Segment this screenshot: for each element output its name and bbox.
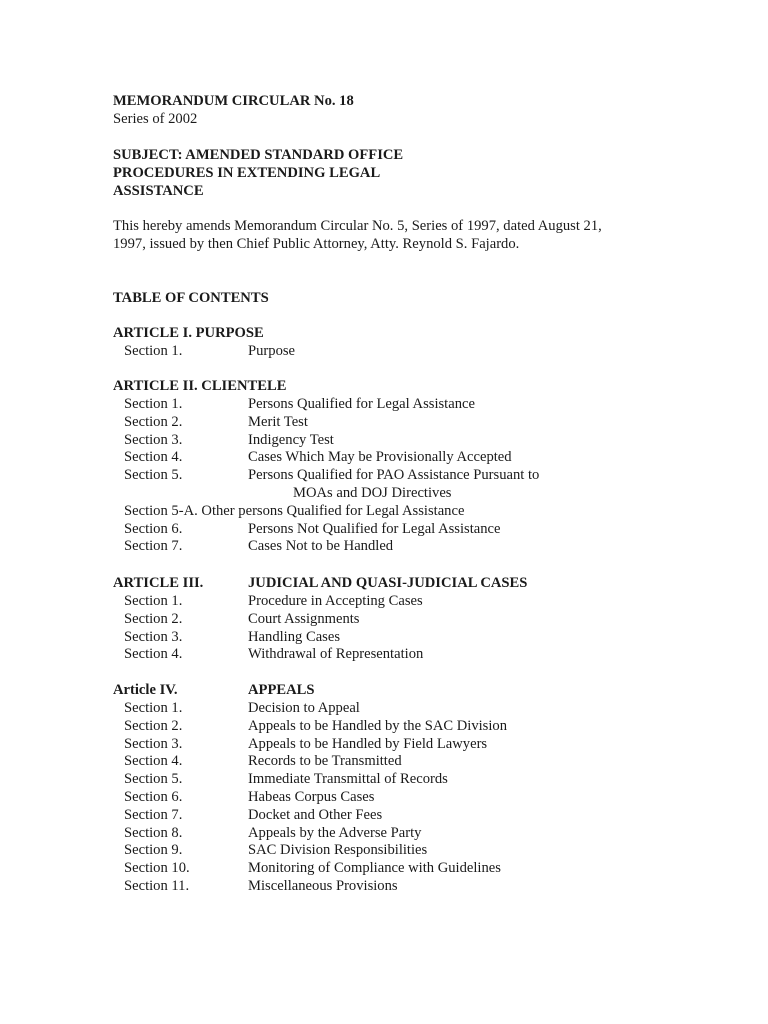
toc-row — [113, 593, 673, 611]
section-label: Section 4. — [124, 753, 183, 770]
section-title: Appeals to be Handled by Field Lawyers — [248, 735, 488, 752]
toc-row — [113, 343, 673, 361]
article-label: Article IV. — [113, 682, 178, 698]
section-title: Withdrawal of Representation — [248, 646, 424, 663]
section-title: SAC Division Responsibilities — [248, 842, 428, 859]
toc-row — [113, 521, 673, 539]
intro-line: This hereby amends Memorandum Circular No. 5, Series of 1997, dated August 21, — [113, 218, 602, 234]
toc-row — [113, 860, 673, 878]
article-heading-text: ARTICLE I. PURPOSE — [113, 325, 264, 341]
section-label: Section 1. — [124, 593, 183, 609]
toc-row — [113, 414, 673, 432]
toc-row — [113, 396, 673, 414]
toc-row — [113, 825, 673, 843]
section-title: Merit Test — [248, 413, 308, 430]
section-label: Section 2. — [124, 717, 183, 734]
section-label: Section 11. — [124, 877, 190, 894]
section-label: Section 4. — [124, 646, 183, 663]
toc-row — [113, 538, 673, 556]
section-label: Section 8. — [124, 824, 183, 841]
toc-row — [113, 718, 673, 736]
section-title: Miscellaneous Provisions — [248, 877, 398, 894]
toc-row — [113, 736, 673, 754]
subject-block — [113, 147, 673, 200]
section-title: Procedure in Accepting Cases — [248, 593, 423, 609]
article-heading-text: ARTICLE II. CLIENTELE — [113, 378, 287, 394]
toc-row — [113, 789, 673, 807]
section-title: Habeas Corpus Cases — [248, 788, 375, 805]
circular-series: Series of 2002 — [113, 110, 198, 127]
section-title: Cases Not to be Handled — [248, 538, 394, 555]
section-label: Section 1. — [124, 700, 183, 716]
circular-header — [113, 93, 673, 129]
section-title: Persons Qualified for PAO Assistance Pursuant to — [248, 467, 540, 484]
section-label: Section 1. — [124, 343, 183, 359]
toc-row — [113, 503, 673, 521]
section-title: Docket and Other Fees — [248, 806, 383, 823]
section-title: Records to be Transmitted — [248, 753, 402, 770]
toc-row — [113, 878, 673, 896]
section-label: Section 6. — [124, 788, 183, 805]
section-label: Section 1. — [124, 396, 183, 412]
section-title: Appeals to be Handled by the SAC Division — [248, 717, 508, 734]
toc-row — [113, 449, 673, 467]
toc-row-continuation — [113, 485, 673, 503]
section-title: Court Assignments — [248, 610, 360, 627]
article-heading — [113, 325, 673, 343]
article-label: ARTICLE III. — [113, 575, 204, 591]
section-title: Appeals by the Adverse Party — [248, 824, 422, 841]
section-title: Monitoring of Compliance with Guidelines — [248, 860, 501, 877]
intro-line: 1997, issued by then Chief Public Attorney, Atty. Reynold S. Fajardo. — [113, 235, 520, 252]
section-label: Section 10. — [124, 860, 190, 877]
toc-row — [113, 842, 673, 860]
section-label: Section 2. — [124, 610, 183, 627]
toc-row — [113, 629, 673, 647]
toc-row — [113, 753, 673, 771]
toc-heading-block — [113, 290, 673, 308]
section-label: Section 6. — [124, 520, 183, 537]
article-heading — [113, 575, 673, 593]
toc-row — [113, 432, 673, 450]
article-heading — [113, 682, 673, 700]
section-label: Section 3. — [124, 431, 183, 448]
toc-row — [113, 700, 673, 718]
toc-heading: TABLE OF CONTENTS — [113, 290, 269, 306]
section-title: Handling Cases — [248, 628, 341, 645]
section-title: Immediate Transmittal of Records — [248, 771, 448, 788]
intro-paragraph — [113, 218, 713, 254]
section-label: Section 5. — [124, 771, 183, 788]
section-label: Section 3. — [124, 628, 183, 645]
article-1 — [113, 325, 673, 361]
article-heading — [113, 378, 673, 396]
section-title: Decision to Appeal — [248, 700, 360, 716]
toc-row — [113, 771, 673, 789]
circular-title: MEMORANDUM CIRCULAR No. 18 — [113, 93, 354, 109]
article-title: APPEALS — [248, 682, 315, 698]
section-title: Persons Qualified for Legal Assistance — [248, 396, 475, 412]
subject-line: PROCEDURES IN EXTENDING LEGAL — [113, 164, 381, 181]
article-2 — [113, 378, 673, 556]
subject-line: SUBJECT: AMENDED STANDARD OFFICE — [113, 147, 404, 163]
subject-line: ASSISTANCE — [113, 182, 204, 199]
section-label: Section 3. — [124, 735, 183, 752]
article-3 — [113, 575, 673, 664]
section-label: Section 4. — [124, 449, 183, 466]
section-5a-entry: Section 5-A. Other persons Qualified for Legal Assistance — [124, 502, 465, 519]
toc-row — [113, 467, 673, 485]
toc-row — [113, 611, 673, 629]
section-title: Purpose — [248, 343, 296, 359]
section-label: Section 7. — [124, 538, 183, 555]
section-title: Persons Not Qualified for Legal Assistance — [248, 520, 501, 537]
toc-row — [113, 807, 673, 825]
section-title: Indigency Test — [248, 431, 334, 448]
section-title: Cases Which May be Provisionally Accepted — [248, 449, 512, 466]
section-title-continuation: MOAs and DOJ Directives — [293, 484, 452, 501]
section-label: Section 5. — [124, 467, 183, 484]
section-label: Section 9. — [124, 842, 183, 859]
article-title: JUDICIAL AND QUASI-JUDICIAL CASES — [248, 575, 528, 591]
section-label: Section 2. — [124, 413, 183, 430]
section-label: Section 7. — [124, 806, 183, 823]
article-4 — [113, 682, 673, 896]
toc-row — [113, 646, 673, 664]
